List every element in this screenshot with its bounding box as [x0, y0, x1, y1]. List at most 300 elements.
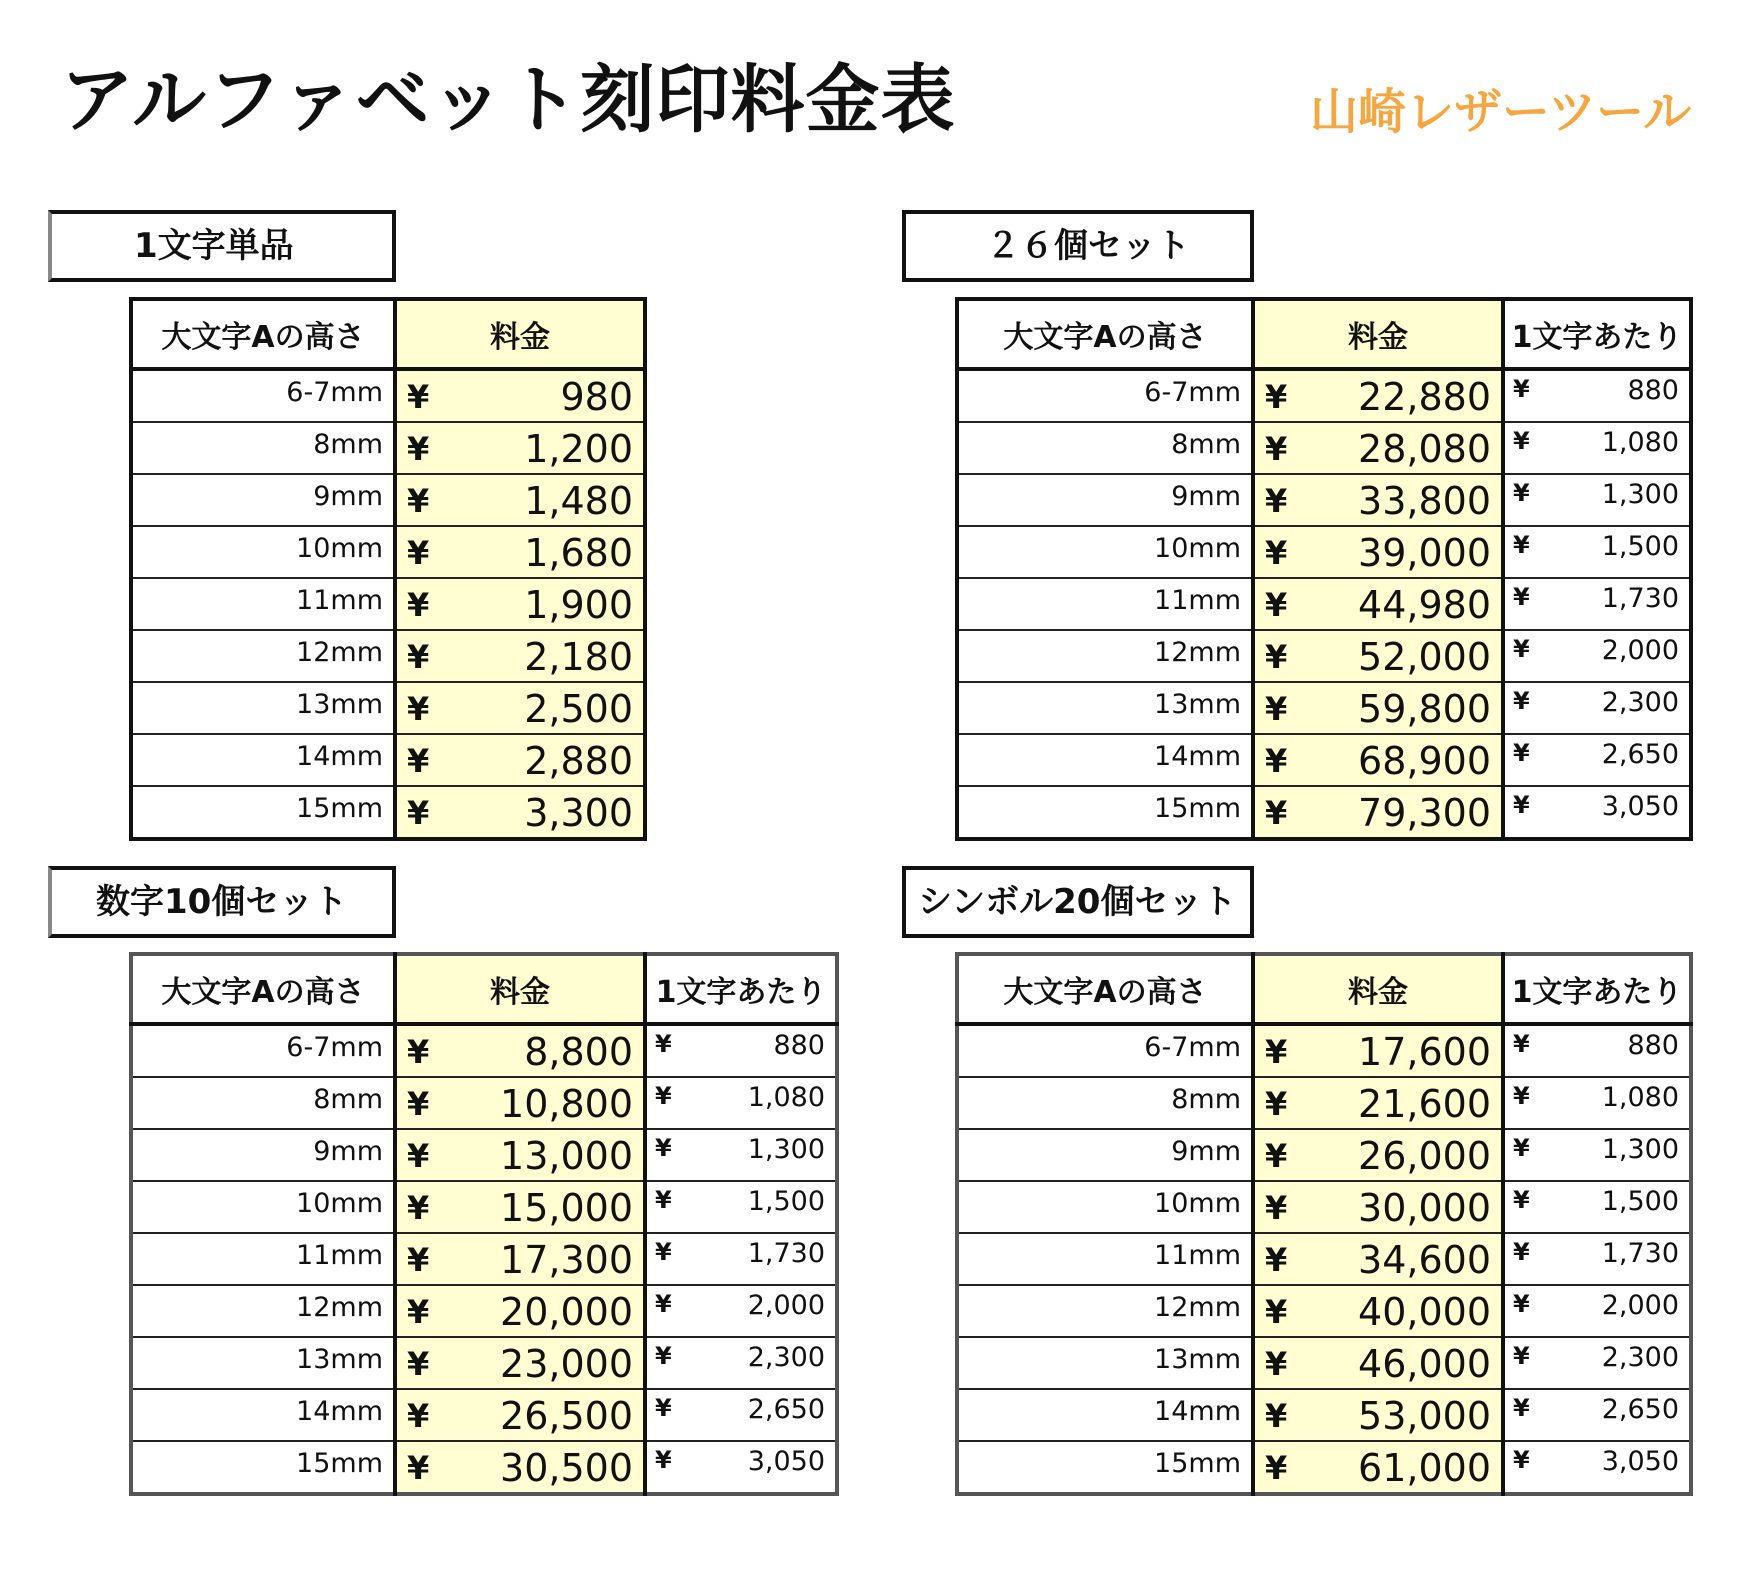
size-value: 11mm — [296, 1240, 383, 1271]
size-value: 11mm — [296, 585, 383, 616]
per-char-value: 880 — [1627, 1030, 1679, 1061]
price-value: 10,800 — [500, 1082, 633, 1126]
yen-sign: ¥ — [1265, 794, 1288, 832]
price-cell — [1253, 1389, 1503, 1441]
size-value: 8mm — [313, 429, 383, 460]
price-cell — [395, 1233, 645, 1285]
price-value: 1,480 — [524, 479, 633, 523]
table-row — [131, 1233, 837, 1285]
per-char-cell — [1503, 422, 1691, 474]
table-row — [957, 369, 1691, 422]
size-cell — [957, 682, 1253, 734]
yen-sign: ¥ — [1265, 690, 1288, 728]
per-char-cell — [1503, 682, 1691, 734]
per-char-value: 3,050 — [1601, 1446, 1679, 1477]
per-char-value: 1,080 — [747, 1082, 825, 1113]
table-row — [131, 526, 645, 578]
price-cell — [395, 526, 645, 578]
header-per-char: 1文字あたり — [1503, 299, 1691, 369]
yen-sign: ¥ — [1265, 742, 1288, 780]
table-row — [957, 474, 1691, 526]
price-value: 40,000 — [1358, 1290, 1491, 1334]
size-cell — [131, 369, 395, 422]
header-price: 料金 — [1253, 299, 1503, 369]
table-row — [131, 682, 645, 734]
size-value: 10mm — [296, 1188, 383, 1219]
price-value: 28,080 — [1358, 427, 1491, 471]
yen-sign: ¥ — [1513, 1290, 1530, 1318]
per-char-value: 880 — [773, 1030, 825, 1061]
size-value: 8mm — [1171, 429, 1241, 460]
size-cell — [131, 1441, 395, 1494]
yen-sign: ¥ — [1513, 1342, 1530, 1370]
size-cell — [957, 1129, 1253, 1181]
table-row — [131, 786, 645, 839]
header-size: 大文字Aの高さ — [957, 299, 1253, 369]
price-value: 34,600 — [1358, 1238, 1491, 1282]
price-cell — [1253, 1077, 1503, 1129]
yen-sign: ¥ — [1265, 430, 1288, 468]
price-value: 30,000 — [1358, 1186, 1491, 1230]
price-value: 8,800 — [524, 1030, 633, 1074]
size-value: 12mm — [1154, 1292, 1241, 1323]
yen-sign: ¥ — [1265, 1449, 1288, 1487]
size-cell — [131, 786, 395, 839]
price-cell — [395, 369, 645, 422]
size-value: 12mm — [1154, 637, 1241, 668]
price-value: 68,900 — [1358, 739, 1491, 783]
size-cell — [957, 786, 1253, 839]
price-cell — [1253, 422, 1503, 474]
section-label-num10: 数字10個セット — [48, 866, 396, 938]
yen-sign: ¥ — [407, 1189, 430, 1227]
per-char-value: 2,650 — [747, 1394, 825, 1425]
price-value: 15,000 — [500, 1186, 633, 1230]
yen-sign: ¥ — [407, 638, 430, 676]
yen-sign: ¥ — [1513, 427, 1530, 455]
price-value: 2,500 — [524, 687, 633, 731]
size-cell — [957, 578, 1253, 630]
size-value: 15mm — [1154, 1448, 1241, 1479]
header-size: 大文字Aの高さ — [131, 954, 395, 1024]
yen-sign: ¥ — [1513, 739, 1530, 767]
brand-name: 山崎レザーツール — [1310, 84, 1692, 140]
yen-sign: ¥ — [655, 1030, 672, 1058]
per-char-cell — [1503, 1337, 1691, 1389]
yen-sign: ¥ — [407, 742, 430, 780]
price-cell — [1253, 1024, 1503, 1077]
yen-sign: ¥ — [655, 1186, 672, 1214]
size-cell — [131, 1389, 395, 1441]
table-row — [957, 630, 1691, 682]
per-char-cell — [1503, 1181, 1691, 1233]
price-value: 23,000 — [500, 1342, 633, 1386]
header-price: 料金 — [1253, 954, 1503, 1024]
yen-sign: ¥ — [655, 1446, 672, 1474]
per-char-cell — [1503, 474, 1691, 526]
per-char-value: 1,300 — [747, 1134, 825, 1165]
price-value: 61,000 — [1358, 1446, 1491, 1490]
per-char-value: 3,050 — [1601, 791, 1679, 822]
size-value: 8mm — [1171, 1084, 1241, 1115]
table-row — [957, 682, 1691, 734]
size-value: 9mm — [313, 481, 383, 512]
table-row — [957, 786, 1691, 839]
yen-sign: ¥ — [1513, 791, 1530, 819]
per-char-value: 1,300 — [1601, 1134, 1679, 1165]
size-cell — [957, 1441, 1253, 1494]
size-value: 11mm — [1154, 585, 1241, 616]
price-value: 21,600 — [1358, 1082, 1491, 1126]
price-cell — [395, 682, 645, 734]
size-cell — [131, 1129, 395, 1181]
price-value: 22,880 — [1358, 375, 1491, 419]
yen-sign: ¥ — [407, 430, 430, 468]
yen-sign: ¥ — [1265, 1033, 1288, 1071]
price-cell — [1253, 1129, 1503, 1181]
price-value: 30,500 — [500, 1446, 633, 1490]
size-cell — [131, 578, 395, 630]
yen-sign: ¥ — [1513, 687, 1530, 715]
yen-sign: ¥ — [1513, 635, 1530, 663]
per-char-cell — [1503, 786, 1691, 839]
size-value: 14mm — [1154, 741, 1241, 772]
section-label-set26: ２６個セット — [902, 210, 1254, 282]
table-row — [957, 526, 1691, 578]
price-cell — [395, 1077, 645, 1129]
per-char-cell — [645, 1285, 837, 1337]
header-price: 料金 — [395, 954, 645, 1024]
yen-sign: ¥ — [407, 378, 430, 416]
per-char-value: 1,500 — [1601, 1186, 1679, 1217]
yen-sign: ¥ — [1513, 531, 1530, 559]
yen-sign: ¥ — [1513, 1134, 1530, 1162]
price-value: 17,300 — [500, 1238, 633, 1282]
size-cell — [957, 422, 1253, 474]
yen-sign: ¥ — [655, 1394, 672, 1422]
header-size: 大文字Aの高さ — [957, 954, 1253, 1024]
price-cell — [1253, 1441, 1503, 1494]
per-char-value: 2,000 — [747, 1290, 825, 1321]
header-per-char: 1文字あたり — [645, 954, 837, 1024]
size-cell — [131, 1024, 395, 1077]
size-value: 13mm — [296, 1344, 383, 1375]
per-char-value: 1,080 — [1601, 427, 1679, 458]
yen-sign: ¥ — [407, 794, 430, 832]
per-char-cell — [1503, 526, 1691, 578]
yen-sign: ¥ — [407, 1033, 430, 1071]
price-cell — [395, 1129, 645, 1181]
price-value: 44,980 — [1358, 583, 1491, 627]
yen-sign: ¥ — [1513, 1394, 1530, 1422]
price-cell — [395, 786, 645, 839]
size-value: 6-7mm — [1144, 1032, 1241, 1063]
table-row — [957, 1181, 1691, 1233]
size-value: 12mm — [296, 1292, 383, 1323]
size-cell — [131, 734, 395, 786]
table-row — [957, 1389, 1691, 1441]
size-cell — [131, 1181, 395, 1233]
per-char-cell — [645, 1233, 837, 1285]
size-cell — [957, 630, 1253, 682]
size-value: 15mm — [1154, 793, 1241, 824]
per-char-cell — [1503, 369, 1691, 422]
price-cell — [395, 1285, 645, 1337]
per-char-value: 2,000 — [1601, 1290, 1679, 1321]
price-value: 52,000 — [1358, 635, 1491, 679]
section-label-single: 1文字単品 — [48, 210, 396, 282]
size-cell — [957, 1181, 1253, 1233]
size-value: 15mm — [296, 1448, 383, 1479]
size-value: 14mm — [296, 741, 383, 772]
table-row — [957, 578, 1691, 630]
size-cell — [957, 734, 1253, 786]
yen-sign: ¥ — [407, 1241, 430, 1279]
size-value: 6-7mm — [286, 1032, 383, 1063]
per-char-value: 3,050 — [747, 1446, 825, 1477]
per-char-value: 2,300 — [1601, 1342, 1679, 1373]
per-char-cell — [1503, 1129, 1691, 1181]
yen-sign: ¥ — [655, 1082, 672, 1110]
per-char-cell — [1503, 578, 1691, 630]
header-price: 料金 — [395, 299, 645, 369]
table-row — [957, 1024, 1691, 1077]
size-cell — [957, 1233, 1253, 1285]
yen-sign: ¥ — [1513, 1082, 1530, 1110]
per-char-value: 1,300 — [1601, 479, 1679, 510]
size-value: 10mm — [1154, 533, 1241, 564]
price-table-single — [129, 297, 647, 841]
yen-sign: ¥ — [1513, 1030, 1530, 1058]
table-row — [131, 1285, 837, 1337]
yen-sign: ¥ — [1513, 479, 1530, 507]
per-char-value: 2,300 — [1601, 687, 1679, 718]
price-cell — [1253, 369, 1503, 422]
price-cell — [395, 1441, 645, 1494]
per-char-cell — [645, 1077, 837, 1129]
price-cell — [1253, 1285, 1503, 1337]
yen-sign: ¥ — [407, 1137, 430, 1175]
price-cell — [1253, 682, 1503, 734]
size-value: 13mm — [1154, 1344, 1241, 1375]
yen-sign: ¥ — [1265, 1085, 1288, 1123]
size-value: 15mm — [296, 793, 383, 824]
price-table-sym20 — [955, 952, 1693, 1496]
table-row — [131, 1024, 837, 1077]
price-value: 2,180 — [524, 635, 633, 679]
size-cell — [131, 474, 395, 526]
table-row — [957, 734, 1691, 786]
yen-sign: ¥ — [655, 1342, 672, 1370]
size-value: 6-7mm — [1144, 377, 1241, 408]
size-value: 9mm — [1171, 481, 1241, 512]
table-row — [131, 578, 645, 630]
per-char-value: 1,730 — [747, 1238, 825, 1269]
yen-sign: ¥ — [407, 1397, 430, 1435]
size-cell — [131, 1077, 395, 1129]
price-cell — [395, 422, 645, 474]
per-char-cell — [1503, 1441, 1691, 1494]
per-char-value: 2,650 — [1601, 739, 1679, 770]
per-char-value: 1,500 — [747, 1186, 825, 1217]
yen-sign: ¥ — [1265, 1189, 1288, 1227]
size-value: 12mm — [296, 637, 383, 668]
header-size: 大文字Aの高さ — [131, 299, 395, 369]
table-row — [131, 422, 645, 474]
table-row — [131, 1077, 837, 1129]
price-cell — [1253, 578, 1503, 630]
size-value: 9mm — [1171, 1136, 1241, 1167]
size-cell — [957, 1077, 1253, 1129]
per-char-value: 2,000 — [1601, 635, 1679, 666]
yen-sign: ¥ — [1265, 1241, 1288, 1279]
table-row — [957, 422, 1691, 474]
per-char-value: 2,300 — [747, 1342, 825, 1373]
per-char-value: 1,730 — [1601, 1238, 1679, 1269]
size-cell — [131, 1285, 395, 1337]
price-value: 1,200 — [524, 427, 633, 471]
price-value: 53,000 — [1358, 1394, 1491, 1438]
yen-sign: ¥ — [1265, 378, 1288, 416]
table-row — [131, 474, 645, 526]
price-cell — [395, 1389, 645, 1441]
table-row — [131, 369, 645, 422]
yen-sign: ¥ — [407, 1449, 430, 1487]
price-value: 17,600 — [1358, 1030, 1491, 1074]
size-cell — [131, 630, 395, 682]
price-value: 980 — [560, 375, 633, 419]
price-cell — [395, 630, 645, 682]
size-cell — [131, 682, 395, 734]
yen-sign: ¥ — [1513, 1186, 1530, 1214]
per-char-cell — [1503, 630, 1691, 682]
price-cell — [1253, 1337, 1503, 1389]
price-cell — [1253, 734, 1503, 786]
yen-sign: ¥ — [1265, 638, 1288, 676]
table-row — [131, 1441, 837, 1494]
yen-sign: ¥ — [655, 1290, 672, 1318]
price-value: 1,680 — [524, 531, 633, 575]
price-cell — [1253, 1181, 1503, 1233]
per-char-cell — [645, 1181, 837, 1233]
size-value: 13mm — [1154, 689, 1241, 720]
size-value: 14mm — [296, 1396, 383, 1427]
yen-sign: ¥ — [1265, 534, 1288, 572]
price-value: 79,300 — [1358, 791, 1491, 835]
per-char-cell — [645, 1129, 837, 1181]
header-per-char: 1文字あたり — [1503, 954, 1691, 1024]
price-cell — [1253, 474, 1503, 526]
size-value: 6-7mm — [286, 377, 383, 408]
price-value: 46,000 — [1358, 1342, 1491, 1386]
price-value: 26,000 — [1358, 1134, 1491, 1178]
table-row — [131, 1181, 837, 1233]
size-cell — [131, 1337, 395, 1389]
price-cell — [1253, 630, 1503, 682]
price-value: 1,900 — [524, 583, 633, 627]
per-char-cell — [645, 1389, 837, 1441]
price-cell — [1253, 526, 1503, 578]
table-row — [957, 1129, 1691, 1181]
price-table-num10 — [129, 952, 839, 1496]
table-row — [957, 1233, 1691, 1285]
table-row — [131, 1337, 837, 1389]
price-cell — [395, 1337, 645, 1389]
table-row — [957, 1285, 1691, 1337]
yen-sign: ¥ — [407, 482, 430, 520]
table-row — [957, 1441, 1691, 1494]
yen-sign: ¥ — [655, 1134, 672, 1162]
yen-sign: ¥ — [1265, 586, 1288, 624]
yen-sign: ¥ — [407, 1293, 430, 1331]
table-row — [131, 1389, 837, 1441]
yen-sign: ¥ — [1513, 1446, 1530, 1474]
price-cell — [395, 474, 645, 526]
per-char-cell — [1503, 1285, 1691, 1337]
price-value: 39,000 — [1358, 531, 1491, 575]
price-cell — [395, 1181, 645, 1233]
size-cell — [131, 422, 395, 474]
size-cell — [957, 1337, 1253, 1389]
size-cell — [957, 526, 1253, 578]
yen-sign: ¥ — [407, 1085, 430, 1123]
price-value: 59,800 — [1358, 687, 1491, 731]
table-row — [957, 1077, 1691, 1129]
price-value: 13,000 — [500, 1134, 633, 1178]
price-table-set26 — [955, 297, 1693, 841]
per-char-cell — [1503, 1077, 1691, 1129]
per-char-cell — [1503, 1024, 1691, 1077]
price-cell — [395, 1024, 645, 1077]
size-cell — [957, 369, 1253, 422]
table-row — [131, 630, 645, 682]
size-cell — [957, 1285, 1253, 1337]
price-value: 26,500 — [500, 1394, 633, 1438]
per-char-cell — [1503, 1233, 1691, 1285]
size-cell — [957, 1024, 1253, 1077]
per-char-cell — [645, 1024, 837, 1077]
size-value: 14mm — [1154, 1396, 1241, 1427]
yen-sign: ¥ — [1265, 1293, 1288, 1331]
per-char-value: 1,730 — [1601, 583, 1679, 614]
per-char-value: 880 — [1627, 375, 1679, 406]
price-cell — [1253, 1233, 1503, 1285]
section-label-sym20: シンボル20個セット — [902, 866, 1254, 938]
price-value: 20,000 — [500, 1290, 633, 1334]
size-value: 11mm — [1154, 1240, 1241, 1271]
size-value: 9mm — [313, 1136, 383, 1167]
per-char-value: 1,500 — [1601, 531, 1679, 562]
yen-sign: ¥ — [1513, 1238, 1530, 1266]
price-cell — [1253, 786, 1503, 839]
per-char-cell — [645, 1441, 837, 1494]
yen-sign: ¥ — [407, 690, 430, 728]
per-char-cell — [645, 1337, 837, 1389]
yen-sign: ¥ — [1265, 1137, 1288, 1175]
table-row — [957, 1337, 1691, 1389]
size-cell — [957, 1389, 1253, 1441]
size-cell — [131, 1233, 395, 1285]
table-row — [131, 734, 645, 786]
size-value: 10mm — [296, 533, 383, 564]
yen-sign: ¥ — [655, 1238, 672, 1266]
table-row — [131, 1129, 837, 1181]
yen-sign: ¥ — [1265, 482, 1288, 520]
price-value: 2,880 — [524, 739, 633, 783]
per-char-cell — [1503, 1389, 1691, 1441]
size-value: 8mm — [313, 1084, 383, 1115]
price-value: 3,300 — [524, 791, 633, 835]
